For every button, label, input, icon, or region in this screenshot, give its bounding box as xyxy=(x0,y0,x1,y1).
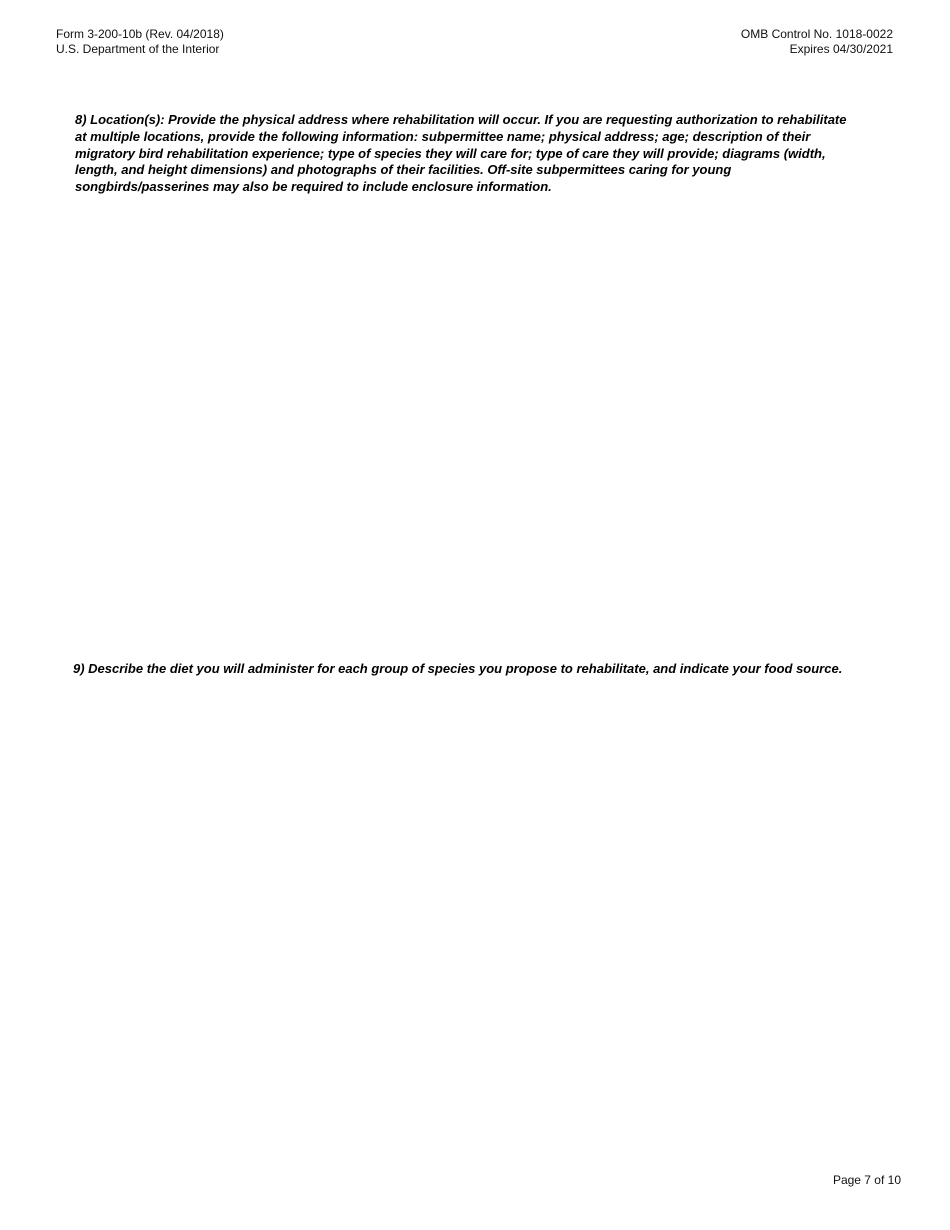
form-header-right xyxy=(741,27,893,57)
expiration-date: Expires 04/30/2021 xyxy=(789,42,893,56)
question-9-answer-area[interactable] xyxy=(73,705,863,1155)
question-8-location: 8) Location(s): Provide the physical address where rehabilitation will occur. If you are requesting authorization to rehabilitate at multiple locations, provide the following information: subpermittee name; physical address; age; description of their migratory bird rehabilitation experience; type of species they will care for; type of care they will provide; diagrams (width, length, and height dimensions) and photographs of their facilities. Off-site subpermittees caring for young songbirds/passerines may also be required to include enclosure information. xyxy=(75,112,847,195)
omb-control-number: OMB Control No. 1018-0022 xyxy=(740,27,893,41)
form-header-left xyxy=(56,27,224,57)
question-9-diet: 9) Describe the diet you will administer for each group of species you propose to rehabilitate, and indicate your food source. xyxy=(73,661,843,676)
question-8-answer-area[interactable] xyxy=(73,205,863,645)
department-name: U.S. Department of the Interior xyxy=(56,42,220,56)
form-number: Form 3-200-10b (Rev. 04/2018) xyxy=(56,27,224,41)
page-number: Page 7 of 10 xyxy=(832,1173,901,1187)
